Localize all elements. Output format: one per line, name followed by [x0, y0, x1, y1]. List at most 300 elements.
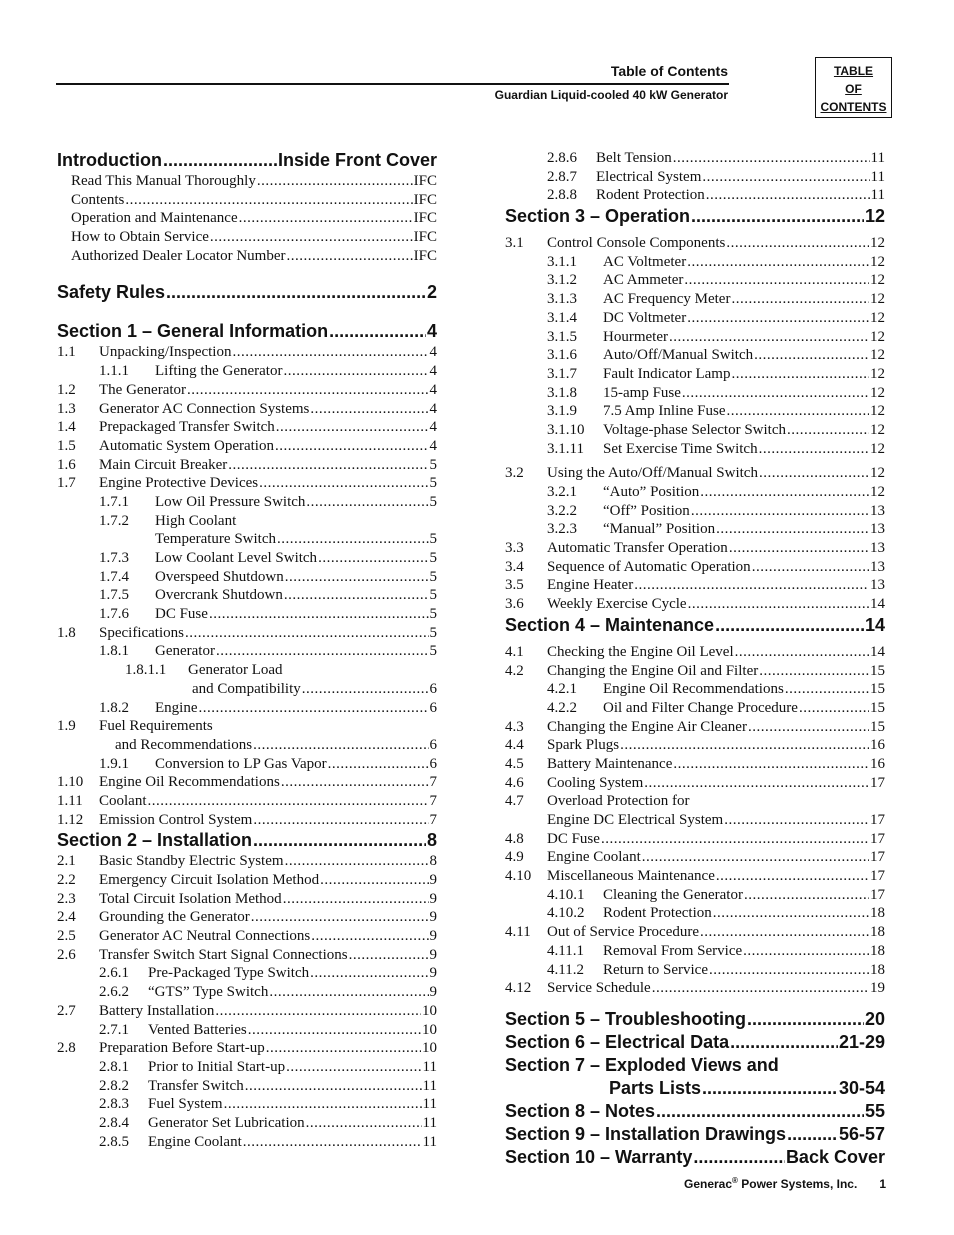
toc-entry-page: Back Cover [785, 1146, 885, 1167]
toc-entry[interactable] [57, 1134, 437, 1153]
toc-entry[interactable] [57, 1040, 437, 1059]
toc-entry-label: Service Schedule [547, 980, 651, 997]
toc-entry[interactable] [57, 662, 437, 681]
toc-entry-page: 5 [429, 531, 437, 548]
toc-entry[interactable] [57, 643, 437, 662]
dot-leader [620, 737, 869, 754]
toc-entry[interactable] [505, 980, 885, 999]
toc-entry-number: 1.7.2 [99, 512, 129, 529]
toc-entry[interactable] [505, 681, 885, 700]
toc-entry-number: 4.12 [505, 980, 532, 997]
toc-entry-page: 12 [870, 291, 885, 308]
dot-leader [148, 793, 429, 810]
footer-page-number: 1 [879, 1177, 886, 1191]
toc-entry-page: 9 [429, 965, 437, 982]
dot-leader [163, 150, 277, 171]
dot-leader [285, 569, 429, 586]
dot-leader [239, 210, 413, 227]
toc-entry-page: 4 [429, 419, 437, 436]
toc-entry-page: 13 [870, 577, 885, 594]
toc-entry-label: The Generator [99, 381, 187, 398]
toc-entry-number: 2.8.4 [99, 1114, 129, 1131]
toc-entry-label: Weekly Exercise Cycle [547, 596, 687, 613]
dot-leader [691, 206, 864, 227]
toc-entry[interactable] [505, 700, 885, 719]
toc-entry[interactable] [505, 887, 885, 906]
toc-entry-number: 3.1.9 [547, 403, 577, 420]
toc-entry-number: 1.10 [57, 774, 84, 791]
dot-leader [349, 947, 429, 964]
toc-entry[interactable] [505, 484, 885, 503]
toc-entry[interactable] [505, 366, 885, 385]
toc-entry[interactable] [57, 1022, 437, 1041]
toc-entry-page: 12 [870, 309, 885, 326]
toc-entry[interactable] [505, 347, 885, 366]
toc-entry-label: Spark Plugs [547, 737, 620, 754]
toc-entry-page: 12 [870, 403, 885, 420]
toc-entry-label: Changing the Engine Oil and Filter [547, 662, 759, 679]
toc-entry-label: Checking the Engine Oil Level [547, 643, 734, 660]
toc-entry[interactable] [505, 663, 885, 682]
toc-entry[interactable] [505, 596, 885, 615]
toc-entry[interactable] [57, 891, 437, 910]
dot-leader [652, 980, 869, 997]
toc-entry-label: Engine [155, 699, 198, 716]
dot-leader [752, 559, 869, 576]
dot-leader [281, 774, 429, 791]
toc-entry[interactable] [505, 644, 885, 663]
toc-left-column [57, 150, 437, 1152]
toc-entry[interactable] [505, 540, 885, 559]
toc-entry-number: 2.6 [57, 946, 76, 963]
toc-entry-page: 16 [870, 755, 885, 772]
toc-entry-label: High Coolant [155, 512, 237, 529]
toc-entry-page: 13 [870, 540, 885, 557]
toc-entry-page: 11 [870, 187, 885, 204]
toc-section-entry[interactable] [505, 1032, 885, 1055]
toc-entry[interactable] [505, 310, 885, 329]
toc-entry[interactable] [57, 1096, 437, 1115]
toc-entry[interactable] [505, 962, 885, 981]
dot-leader [759, 663, 869, 680]
toc-entry-number: 2.8.5 [99, 1133, 129, 1150]
toc-entry-label: Battery Maintenance [547, 755, 673, 772]
dot-leader [269, 984, 428, 1001]
toc-entry-page: 4 [429, 400, 437, 417]
toc-entry-page: 12 [870, 465, 885, 482]
toc-entry-number: 1.8.1.1 [125, 662, 167, 679]
toc-entry-label: Return to Service [603, 961, 708, 978]
toc-entry-page: 11 [870, 150, 885, 166]
dot-leader [257, 173, 413, 190]
toc-entry[interactable] [505, 187, 885, 206]
toc-entry-number: 2.8.7 [547, 168, 577, 185]
toc-entry-page: 12 [864, 206, 885, 227]
toc-entry-label: Total Circuit Isolation Method [99, 890, 282, 907]
toc-entry-label: Set Exercise Time Switch [603, 440, 758, 457]
toc-entry[interactable] [57, 344, 437, 363]
toc-entry-page: 18 [870, 961, 885, 978]
toc-entry[interactable] [505, 385, 885, 404]
toc-entry-page: IFC [413, 229, 437, 246]
toc-entry-number: 4.2.2 [547, 699, 577, 716]
toc-entry-page: 12 [870, 484, 885, 500]
toc-entry-page: 6 [429, 755, 437, 772]
dot-leader [251, 909, 429, 926]
toc-entry[interactable] [57, 606, 437, 625]
toc-entry[interactable] [57, 550, 437, 569]
toc-entry-page: 11 [422, 1133, 437, 1150]
header-subtitle: Guardian Liquid-cooled 40 kW Generator [494, 88, 728, 102]
toc-entry-page: 18 [870, 924, 885, 941]
toc-entry[interactable] [57, 756, 437, 775]
toc-section-entry[interactable] [57, 830, 437, 853]
toc-entry[interactable] [505, 329, 885, 348]
toc-entry-label: Engine Oil Recommendations [603, 681, 784, 698]
dot-leader [634, 577, 869, 594]
toc-entry-label: Removal From Service [603, 942, 743, 959]
toc-entry-number: 1.12 [57, 811, 84, 828]
toc-entry-page: 17 [870, 886, 885, 903]
toc-section-entry[interactable] [505, 615, 885, 638]
toc-entry[interactable] [57, 587, 437, 606]
toc-entry[interactable] [57, 718, 437, 737]
toc-entry-number: 2.8.6 [547, 150, 577, 166]
toc-entry-page: 14 [870, 643, 885, 660]
toc-entry[interactable] [57, 947, 437, 966]
toc-entry-label: Automatic Transfer Operation [547, 540, 728, 557]
toc-entry[interactable] [505, 775, 885, 794]
toc-entry-number: 2.5 [57, 928, 76, 945]
toc-entry-label: Main Circuit Breaker [99, 456, 228, 473]
toc-entry-page: 10 [422, 1040, 437, 1057]
toc-entry-number: 4.6 [505, 774, 524, 791]
toc-entry-number: 1.8.2 [99, 699, 129, 716]
toc-entry-number: 2.7 [57, 1002, 76, 1019]
toc-entry[interactable] [57, 419, 437, 438]
dot-leader [684, 272, 869, 289]
toc-section-entry[interactable] [57, 321, 437, 344]
toc-entry[interactable] [505, 812, 885, 831]
toc-entry-page: 6 [429, 736, 437, 753]
toc-section-title: Section 8 – Notes [505, 1100, 656, 1121]
dot-leader [754, 347, 869, 364]
toc-entry-label: Engine Oil Recommendations [99, 774, 280, 791]
toc-entry-label: Prior to Initial Start-up [148, 1058, 286, 1075]
toc-entry[interactable] [505, 521, 885, 540]
footer-company: Generac [683, 1177, 733, 1191]
toc-entry[interactable] [505, 719, 885, 738]
toc-entry[interactable] [57, 363, 437, 382]
toc-entry-page: 5 [429, 587, 437, 604]
toc-entry-number: 3.1.4 [547, 309, 577, 326]
toc-section-title: Introduction [57, 150, 162, 170]
toc-entry[interactable] [57, 700, 437, 719]
toc-entry[interactable] [57, 173, 437, 192]
toc-entry[interactable] [57, 494, 437, 513]
toc-entry-number: 3.1.7 [547, 365, 577, 382]
toc-tab[interactable] [815, 57, 892, 118]
toc-entry-page: 17 [870, 868, 885, 885]
dot-leader [328, 756, 429, 773]
toc-entry-page: 5 [429, 606, 437, 623]
toc-entry[interactable] [57, 965, 437, 984]
toc-entry-label: Prepackaged Transfer Switch [99, 419, 275, 436]
toc-entry[interactable] [505, 169, 885, 188]
toc-entry-label: and Recommendations [115, 736, 253, 753]
toc-entry-page: 4 [429, 363, 437, 380]
toc-entry-label: Emergency Circuit Isolation Method [99, 872, 320, 888]
dot-leader [747, 1009, 864, 1030]
toc-entry[interactable] [57, 853, 437, 872]
toc-entry[interactable] [505, 291, 885, 310]
toc-section-entry[interactable] [505, 1124, 885, 1147]
toc-entry-page: IFC [413, 210, 437, 227]
toc-entry[interactable] [57, 569, 437, 588]
toc-entry[interactable] [505, 403, 885, 422]
dot-leader [185, 625, 429, 642]
toc-entry[interactable] [57, 531, 437, 550]
toc-section-entry[interactable] [505, 1101, 885, 1124]
toc-entry-page: 56-57 [838, 1123, 885, 1144]
toc-entry[interactable] [57, 793, 437, 812]
toc-entry-label: Engine Coolant [148, 1133, 242, 1150]
toc-entry-label: How to Obtain Service [71, 229, 209, 246]
dot-leader [644, 775, 869, 792]
toc-section-entry[interactable] [505, 1078, 885, 1101]
toc-entry[interactable] [505, 849, 885, 868]
toc-entry-number: 4.10 [505, 868, 532, 885]
toc-entry-page: 7 [429, 811, 437, 828]
toc-entry-number: 4.11 [505, 924, 531, 941]
toc-entry-label: Emission Control System [99, 811, 253, 828]
dot-leader [759, 465, 869, 482]
spacer [57, 305, 437, 321]
toc-entry[interactable] [505, 831, 885, 850]
toc-entry-page: 30-54 [838, 1077, 885, 1098]
dot-leader [283, 891, 429, 908]
toc-entry[interactable] [505, 737, 885, 756]
toc-entry-number: 3.4 [505, 558, 524, 575]
toc-entry-label: Pre-Packaged Type Switch [148, 965, 310, 982]
toc-entry[interactable] [57, 812, 437, 831]
dot-leader [735, 644, 869, 661]
toc-entry[interactable] [57, 909, 437, 928]
toc-entry-number: 4.8 [505, 830, 524, 847]
toc-entry-number: 3.1.2 [547, 272, 577, 289]
toc-entry-label: Overcrank Shutdown [155, 587, 283, 604]
toc-entry-page: 13 [870, 558, 885, 575]
toc-entry-number: 4.2 [505, 662, 524, 679]
dot-leader [730, 1032, 838, 1053]
toc-entry-label: Temperature Switch [155, 531, 276, 548]
toc-entry[interactable] [505, 943, 885, 962]
toc-entry[interactable] [505, 235, 885, 254]
toc-entry-number: 3.1.11 [547, 440, 584, 457]
toc-entry-number: 2.1 [57, 853, 76, 870]
toc-entry-number: 4.11.1 [547, 942, 584, 959]
toc-entry[interactable] [505, 924, 885, 943]
toc-entry-page: 18 [870, 905, 885, 922]
toc-entry[interactable] [57, 928, 437, 947]
dot-leader [215, 1003, 421, 1020]
dot-leader [228, 457, 428, 474]
toc-entry-page: 13 [870, 521, 885, 538]
dot-leader [688, 596, 869, 613]
toc-entry-page: 5 [429, 475, 437, 492]
toc-entry-number: 3.2.3 [547, 521, 577, 538]
toc-entry[interactable] [57, 1003, 437, 1022]
toc-entry[interactable] [57, 681, 437, 700]
toc-entry-number: 4.10.2 [547, 905, 585, 922]
toc-entry-page: 2 [426, 282, 437, 303]
toc-entry-label: DC Voltmeter [603, 309, 687, 326]
toc-entry[interactable] [505, 150, 885, 169]
toc-entry[interactable] [57, 210, 437, 229]
toc-entry-page: 11 [870, 168, 885, 185]
toc-entry[interactable] [505, 422, 885, 441]
toc-entry-label: “Auto” Position [603, 484, 700, 500]
dot-leader [715, 615, 864, 636]
dot-leader [276, 419, 429, 436]
toc-entry[interactable] [57, 438, 437, 457]
dot-leader [232, 344, 428, 361]
toc-entry-label: Engine Coolant [547, 849, 641, 866]
toc-section-entry[interactable] [505, 1147, 885, 1170]
toc-entry-number: 1.1 [57, 344, 76, 361]
toc-section-entry[interactable] [57, 282, 437, 305]
toc-entry[interactable] [505, 905, 885, 924]
dot-leader [743, 943, 869, 960]
toc-entry-number: 4.1 [505, 643, 524, 660]
toc-entry-label: “Off” Position [603, 502, 690, 519]
toc-entry[interactable] [57, 1115, 437, 1134]
toc-entry-label: Rodent Protection [603, 905, 712, 922]
toc-entry[interactable] [57, 1078, 437, 1097]
toc-entry[interactable] [57, 1059, 437, 1078]
toc-entry-number: 4.3 [505, 718, 524, 735]
toc-entry-label: Control Console Components [547, 235, 726, 252]
toc-entry[interactable] [57, 401, 437, 420]
toc-entry[interactable] [57, 248, 437, 267]
toc-section-entry[interactable] [505, 206, 885, 229]
toc-entry-label: Basic Standby Electric System [99, 853, 284, 870]
dot-leader [286, 1059, 421, 1076]
toc-entry[interactable] [505, 465, 885, 484]
toc-entry-page: 12 [870, 440, 885, 457]
toc-entry[interactable] [505, 868, 885, 887]
toc-entry[interactable] [505, 559, 885, 578]
dot-leader [277, 531, 429, 548]
toc-entry-page: 13 [870, 502, 885, 519]
toc-entry[interactable] [57, 192, 437, 211]
toc-entry-number: 2.8.3 [99, 1096, 129, 1113]
toc-entry-label: Read This Manual Thoroughly [71, 173, 256, 189]
toc-entry[interactable] [505, 254, 885, 273]
toc-entry-page: 12 [870, 328, 885, 345]
toc-entry[interactable] [505, 272, 885, 291]
toc-entry-page: 15 [870, 662, 885, 679]
toc-entry-number: 1.9.1 [99, 755, 129, 772]
toc-entry-page: 14 [864, 614, 885, 635]
toc-entry[interactable] [57, 625, 437, 644]
toc-entry-number: 1.7.1 [99, 493, 129, 510]
toc-entry-label: Low Oil Pressure Switch [155, 493, 306, 510]
toc-entry-number: 1.1.1 [99, 363, 129, 380]
toc-entry[interactable] [57, 737, 437, 756]
toc-entry-label: Generator AC Neutral Connections [99, 928, 311, 945]
toc-entry[interactable] [57, 984, 437, 1003]
toc-section-entry[interactable] [57, 150, 437, 173]
toc-entry-page: 10 [422, 1021, 437, 1038]
toc-entry[interactable] [505, 793, 885, 812]
toc-section-entry[interactable] [505, 1055, 885, 1078]
dot-leader [706, 187, 870, 204]
dot-leader [187, 382, 428, 399]
toc-entry-number: 4.5 [505, 755, 524, 772]
dot-leader [285, 853, 429, 870]
toc-entry-page: 10 [422, 1002, 437, 1019]
dot-leader [320, 872, 428, 889]
toc-entry[interactable] [57, 513, 437, 532]
toc-entry-page: 17 [870, 830, 885, 847]
dot-leader [702, 1078, 838, 1099]
dot-leader [306, 494, 428, 511]
toc-entry-label: Transfer Switch [148, 1077, 244, 1094]
toc-entry[interactable] [57, 774, 437, 793]
toc-entry-page: 18 [870, 942, 885, 959]
dot-leader [310, 401, 428, 418]
toc-entry-page: 4 [426, 321, 437, 342]
registered-mark: ® [732, 1176, 738, 1185]
toc-entry[interactable] [505, 577, 885, 596]
toc-entry-number: 3.5 [505, 577, 524, 594]
toc-entry-number: 2.8 [57, 1040, 76, 1057]
dot-leader [682, 385, 869, 402]
dot-leader [785, 681, 869, 698]
dot-leader [601, 831, 869, 848]
toc-entry-page: 12 [870, 421, 885, 438]
toc-entry-page: 5 [429, 550, 437, 566]
toc-entry[interactable] [57, 382, 437, 401]
toc-entry[interactable] [57, 872, 437, 891]
dot-leader [311, 928, 428, 945]
toc-entry[interactable] [505, 503, 885, 522]
toc-entry-page: 55 [864, 1100, 885, 1121]
toc-entry-page: 4 [429, 344, 437, 361]
toc-entry[interactable] [57, 229, 437, 248]
toc-entry-number: 1.7.4 [99, 568, 129, 585]
toc-entry-label: Auto/Off/Manual Switch [603, 347, 754, 364]
toc-entry-page: 15 [870, 681, 885, 698]
toc-entry-label: Belt Tension [596, 150, 672, 166]
toc-section-title: Safety Rules [57, 282, 166, 303]
toc-entry-page: 5 [429, 624, 437, 641]
toc-entry[interactable] [505, 756, 885, 775]
toc-entry[interactable] [57, 457, 437, 476]
toc-entry-number: 2.8.2 [99, 1077, 129, 1094]
toc-entry-label: Miscellaneous Maintenance [547, 868, 715, 885]
toc-section-entry[interactable] [505, 1009, 885, 1032]
toc-entry-label: DC Fuse [155, 606, 208, 623]
dot-leader [729, 540, 869, 557]
toc-entry[interactable] [57, 475, 437, 494]
toc-entry-label: Battery Installation [99, 1002, 215, 1019]
toc-section-title: Section 9 – Installation Drawings [505, 1123, 787, 1144]
footer-company-suffix: Power Systems, Inc. [737, 1177, 858, 1191]
toc-entry-page: 12 [870, 365, 885, 382]
toc-entry[interactable] [505, 441, 885, 460]
